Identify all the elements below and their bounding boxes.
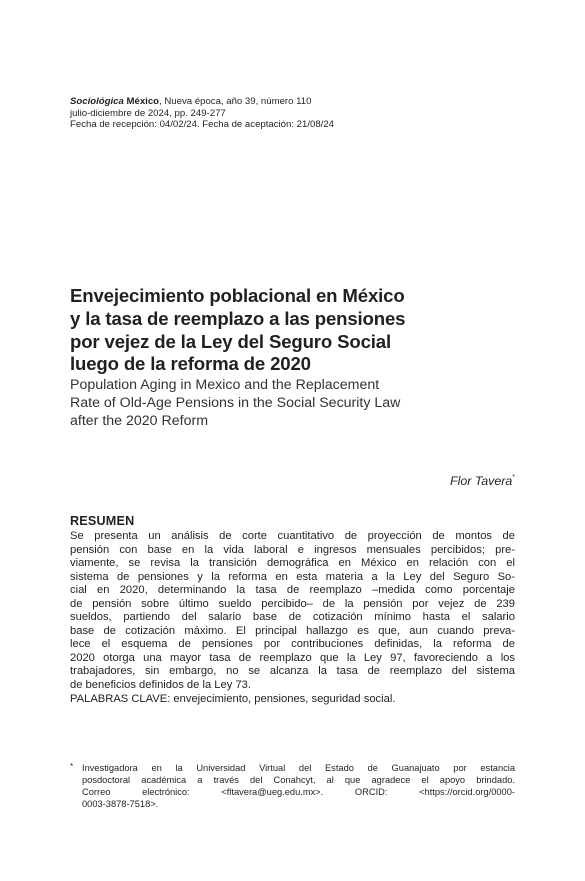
abstract-line: pensión con base en la vida laboral e ingresos mensuales percibidos; pre- (70, 543, 515, 556)
keywords: PALABRAS CLAVE: envejecimiento, pensiones, seguridad social. (70, 692, 396, 705)
footnote-line: 0003-3878-7518>. (82, 798, 159, 809)
footnote-line: Investigadora en la Universidad Virtual del Estado de Guanajuato por estancia (82, 763, 515, 773)
title-en-line: Rate of Old-Age Pensions in the Social Security Law (70, 395, 401, 411)
abstract-line: trabajadores, sin embargo, no se alcanza la tasa de reemplazo del sistema (70, 665, 515, 678)
reception-acceptance-dates: Fecha de recepción: 04/02/24. Fecha de aceptación: 21/08/24 (70, 119, 335, 131)
author-footnote-marker: * (512, 474, 515, 481)
article-title-spanish (70, 285, 500, 376)
title-es-line: por vejez de la Ley del Seguro Social (70, 330, 391, 352)
title-es-line: luego de la reforma de 2020 (70, 353, 311, 375)
title-es-line: y la tasa de reemplazo a las pensiones (70, 307, 406, 329)
abstract-line: de beneficios definidos de la Ley 73. (70, 679, 251, 692)
journal-name (70, 96, 159, 107)
title-es-line: Envejecimiento poblacional en México (70, 285, 405, 306)
footnote-line: Correo electrónico: <fltavera@ueg.edu.mx>. ORCID: <https://orcid.org/0000- (82, 786, 515, 797)
abstract-heading: RESUMEN (70, 514, 135, 528)
issue-info: , Nueva época, año 39, número 110 (159, 96, 312, 107)
publication-info (70, 96, 510, 131)
author-name: Flor Tavera (450, 474, 513, 488)
journal-name-italic: Sociológica (70, 96, 124, 107)
abstract-line: viamente, se revisa la transición demográfica en México en relación con el (70, 557, 515, 570)
abstract-line: Se presenta un análisis de corte cuantitativo de proyección de montos de (70, 530, 515, 542)
abstract-line: sueldos, partiendo del salario base de cotización mínimo hasta el salario (70, 611, 515, 624)
title-en-line: after the 2020 Reform (70, 413, 209, 429)
journal-name-country: México (123, 96, 160, 107)
footnote-marker: * (70, 762, 74, 771)
abstract-body (70, 530, 515, 706)
author-byline (450, 474, 515, 488)
period-pages: julio-diciembre de 2024, pp. 249-277 (70, 107, 226, 119)
author-footnote (70, 763, 515, 811)
footnote-line: posdoctoral académica a través del Conahcyt, al que agradece el apoyo brindado. (82, 774, 515, 785)
abstract-line: cial en 2020, determinando la tasa de reemplazo –medida como porcentaje (70, 584, 515, 597)
title-en-line: Population Aging in Mexico and the Replacement (70, 377, 380, 393)
journal-issue-line (70, 96, 510, 108)
abstract-line: sistema de pensiones y la reforma en esta materia a la Ley del Seguro So- (70, 570, 515, 583)
abstract-line: lece el esquema de pensiones por contribuciones definidas, la reforma de (70, 638, 515, 651)
abstract-line: de pensión sobre último sueldo percibido– de la pensión por vejez de 239 (70, 597, 515, 610)
footnote-text (82, 763, 515, 811)
article-title-english (70, 376, 500, 430)
abstract-line: base de cotización máximo. El principal hallazgo es que, aun cuando preva- (70, 624, 515, 637)
abstract-line: 2020 otorga una mayor tasa de reemplazo que la Ley 97, favoreciendo a los (70, 651, 515, 664)
